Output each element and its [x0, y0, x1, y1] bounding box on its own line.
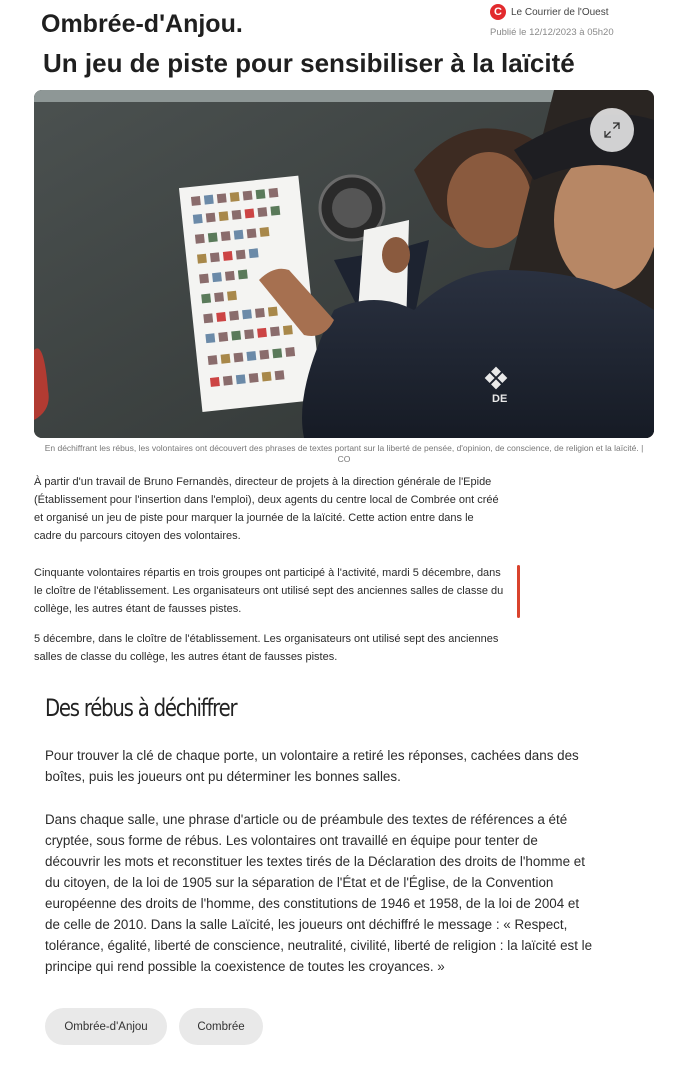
section-paragraph-1: Pour trouver la clé de chaque porte, un volontaire a retiré les réponses, cachées dans des boîtes, puis les joueurs ont pu déterminer les bonnes salles.: [45, 748, 579, 784]
jacket-badge-text: DE: [492, 393, 508, 405]
article-paragraph-2: Cinquante volontaires répartis en trois groupes ont participé à l'activité, mardi 5 décembre, dans le cloître de l'établissement. Les organisateurs ont utilisé sept des anciennes salles de classe du collège, les autres étant de fausses pistes.: [34, 567, 504, 615]
expand-photo-button[interactable]: [590, 108, 634, 152]
publish-date: Publié le 12/12/2023 à 05h20: [490, 27, 614, 38]
photo-caption: En déchiffrant les rébus, les volontaires ont découvert des phrases de textes portant sur la liberté de pensée, d'opinion, de conscience, de religion et la laïcité. | CO: [44, 443, 644, 464]
tag-ombree-danjou[interactable]: Ombrée-d'Anjou: [45, 1008, 167, 1045]
section-paragraph-2: Dans chaque salle, une phrase d'article ou de préambule des textes de références a été cryptée, sous forme de rébus. Les volontaires ont travaillé en équipe pour tenter de découvrir les mots et reconstituer les textes tirés de la Déclaration des droits de l'homme et du citoyen, de la loi de 1905 sur la séparation de l'État et de l'Église, de la Convention européenne des droits de l'homme, des constitutions de 1946 et 1958, de la loi de 2004 et de celle de 2010. Dans la salle Laïcité, les joueurs ont déchiffré le message : « Respect, tolérance, égalité, liberté de conscience, neutralité, civilité, liberté de religion : la laïcité est le principe qui rend possible la coexistence de toutes les croyances. »: [45, 812, 593, 974]
article-title-line2: Un jeu de piste pour sensibiliser à la laïcité: [43, 48, 575, 78]
article-photo[interactable]: [34, 90, 654, 438]
source-name[interactable]: Le Courrier de l'Ouest: [511, 6, 609, 18]
tag-combree[interactable]: Combrée: [179, 1008, 263, 1045]
expand-arrows-icon: [603, 121, 621, 139]
article-paragraph-1: À partir d'un travail de Bruno Fernandès, directeur de projets à la direction générale de l'Epide (Établissement pour l'insertion dans l'emploi), deux agents du centre local de Combrée ont créé et organisé un jeu de piste pour marquer la journée de la laïcité. Cette action entre dans le cadre du parcours citoyen des volontaires.: [34, 476, 499, 542]
quote-accent-bar: [517, 565, 520, 618]
photo-illustration: [34, 90, 654, 438]
article-title-line1: Ombrée-d'Anjou.: [41, 10, 243, 38]
source-block[interactable]: [490, 4, 609, 20]
section-heading: Des rébus à déchiffrer: [45, 694, 237, 722]
article-paragraph-3: 5 décembre, dans le cloître de l'établissement. Les organisateurs ont utilisé sept des anciennes salles de classe du collège, les autres étant de fausses pistes.: [34, 633, 499, 663]
source-logo-icon: C: [490, 4, 506, 20]
